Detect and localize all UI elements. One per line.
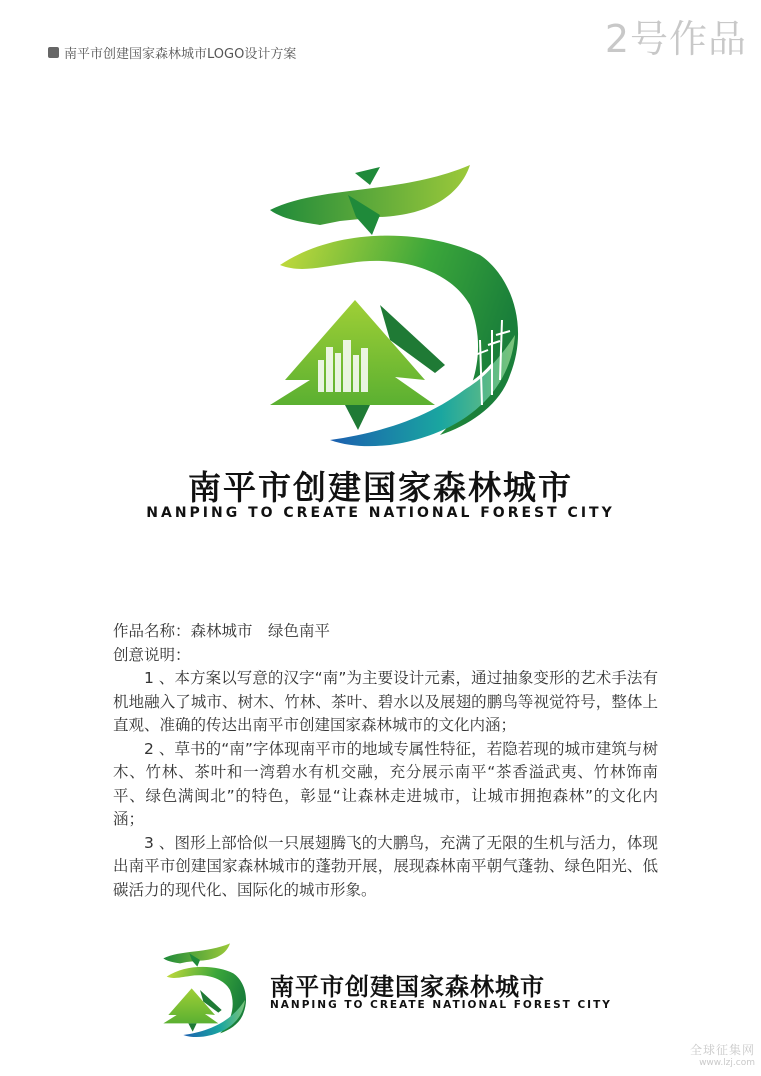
footer-logo-emblem (150, 940, 250, 1040)
work-name-line: 作品名称：森林城市 绿色南平 (113, 622, 331, 640)
description-paragraph: 3 、图形上部恰似一只展翅腾飞的大鹏鸟，充满了无限的生机与活力，体现出南平市创建国家森林城市的蓬勃开展，展现森林南平朝气蓬勃、绿色阳光、低碳活力的现代化、国际化的城市形象。 (113, 833, 658, 899)
footer-title-cn: 南平市创建国家森林城市 (270, 973, 545, 1001)
document-header-label (48, 43, 296, 62)
header-label-text: 南平市创建国家森林城市LOGO设计方案 (64, 47, 297, 62)
logo-emblem (230, 155, 530, 455)
watermark-line2: www.lzj.com (699, 1058, 755, 1068)
description-paragraph: 2 、草书的“南”字体现南平市的地域专属性特征，若隐若现的城市建筑与树木、竹林、茶叶和一湾碧水有机交融，充分展示南平“茶香溢武夷、竹林饰南平、绿色满闽北”的特色，彰显“让森林走进城市，让城市拥抱森林”的文化内涵； (113, 739, 658, 828)
tree-trunk-shape (345, 405, 370, 430)
watermark (690, 1044, 755, 1070)
intro-label: 创意说明： (113, 645, 191, 664)
description-block (113, 620, 658, 902)
footer-title-en: NANPING TO CREATE NATIONAL FOREST CITY (270, 999, 612, 1011)
bird-head-shape (355, 167, 380, 185)
square-bullet-icon (48, 47, 59, 58)
entry-number: 2号作品 (604, 17, 747, 61)
watermark-line1: 全球征集网 (689, 1043, 755, 1057)
logo-title-cn: 南平市创建国家森林城市 (188, 468, 573, 507)
description-paragraph: 1 、本方案以写意的汉字“南”为主要设计元素，通过抽象变形的艺术手法有机地融入了城市、树木、竹林、茶叶、碧水以及展翅的鹏鸟等视觉符号，整体上直观、准确的传达出南平市创建国家森林城市的文化内涵； (113, 669, 658, 734)
logo-title-en: NANPING TO CREATE NATIONAL FOREST CITY (146, 505, 615, 521)
